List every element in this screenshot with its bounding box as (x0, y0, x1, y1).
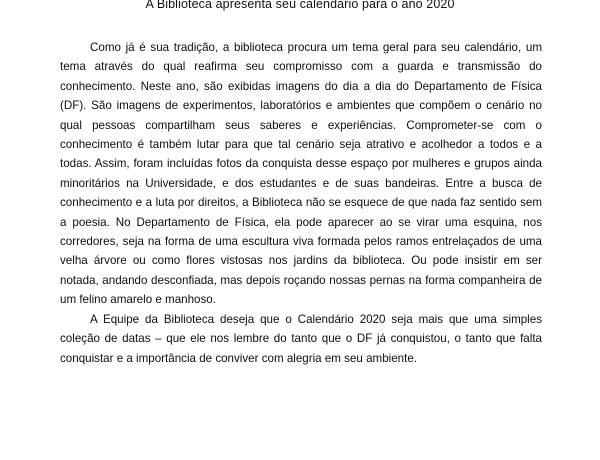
paragraph: A Equipe da Biblioteca deseja que o Calendário 2020 seja mais que uma simples coleção de datas – que ele nos lembre do tanto que o DF já conquistou, o tanto que falta conquistar e a importância de conviver com alegria em seu ambiente. (60, 312, 542, 365)
page-title: A Biblioteca apresenta seu calendário para o ano 2020 (145, 0, 455, 11)
document-body (60, 38, 542, 368)
paragraph: Como já é sua tradição, a biblioteca procura um tema geral para seu calendário, um tema através do qual reafirma seu compromisso com a guarda e transmissão do conhecimento. Neste ano, são exibidas imagens do dia a dia do Departamento de Física (DF). São imagens de experimentos, laboratórios e ambientes que compõem o cenário no qual pessoas compartilham seus saberes e experiências. Comprometer-se com o conhecimento é também lutar para que tal cenário seja atrativo e acolhedor a todos e a todas. Assim, foram incluídas fotos da conquista desse espaço por mulheres e grupos ainda minoritários na Universidade, e dos estudantes e de suas bandeiras. Entre a busca de conhecimento e a luta por direitos, a Biblioteca não se esquece de que nada faz sentido sem a poesia. No Departamento de Física, ela pode aparecer ao se virar uma esquina, nos corredores, seja na forma de uma escultura viva formada pelos ramos entrelaçados de uma velha árvore ou como flores vistosas nos jardins da biblioteca. Ou pode insistir em ser notada, andando desconfiada, mas depois roçando nossas pernas na forma companheira de um felino amarelo e manhoso. (60, 41, 542, 307)
